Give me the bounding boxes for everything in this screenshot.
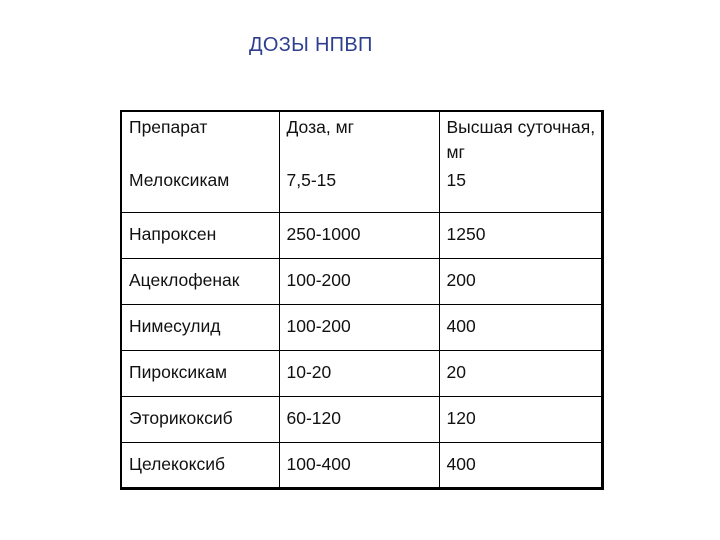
drug-name-cell: Ацеклофенак <box>121 258 279 304</box>
page-title: ДОЗЫ НПВП <box>249 34 373 56</box>
table-row <box>121 212 602 258</box>
max-daily-dose-cell: 400 <box>439 442 602 488</box>
dose-cell: 100-200 <box>279 258 439 304</box>
drug-name-cell: Мелоксикам <box>121 167 279 212</box>
column-header-max-daily-dose: Высшая суточная, мг <box>439 111 602 167</box>
max-daily-dose-cell: 20 <box>439 350 602 396</box>
table-row <box>121 167 602 212</box>
drug-name-cell: Целекоксиб <box>121 442 279 488</box>
max-daily-dose-cell: 200 <box>439 258 602 304</box>
max-daily-dose-cell: 400 <box>439 304 602 350</box>
dose-cell: 100-400 <box>279 442 439 488</box>
max-daily-dose-cell: 15 <box>439 167 602 212</box>
table-row <box>121 304 602 350</box>
drug-name-cell: Нимесулид <box>121 304 279 350</box>
dose-cell: 100-200 <box>279 304 439 350</box>
max-daily-dose-cell: 120 <box>439 396 602 442</box>
dose-cell: 250-1000 <box>279 212 439 258</box>
table-row <box>121 258 602 304</box>
drug-name-cell: Пироксикам <box>121 350 279 396</box>
table-row <box>121 396 602 442</box>
drug-name-cell: Эторикоксиб <box>121 396 279 442</box>
table-header-row <box>121 111 602 167</box>
column-header-dose: Доза, мг <box>279 111 439 167</box>
table-row <box>121 442 602 488</box>
dose-cell: 60-120 <box>279 396 439 442</box>
dose-cell: 10-20 <box>279 350 439 396</box>
doses-table <box>120 110 604 490</box>
table-row <box>121 350 602 396</box>
dose-cell: 7,5-15 <box>279 167 439 212</box>
drug-name-cell: Напроксен <box>121 212 279 258</box>
max-daily-dose-cell: 1250 <box>439 212 602 258</box>
column-header-drug: Препарат <box>121 111 279 167</box>
